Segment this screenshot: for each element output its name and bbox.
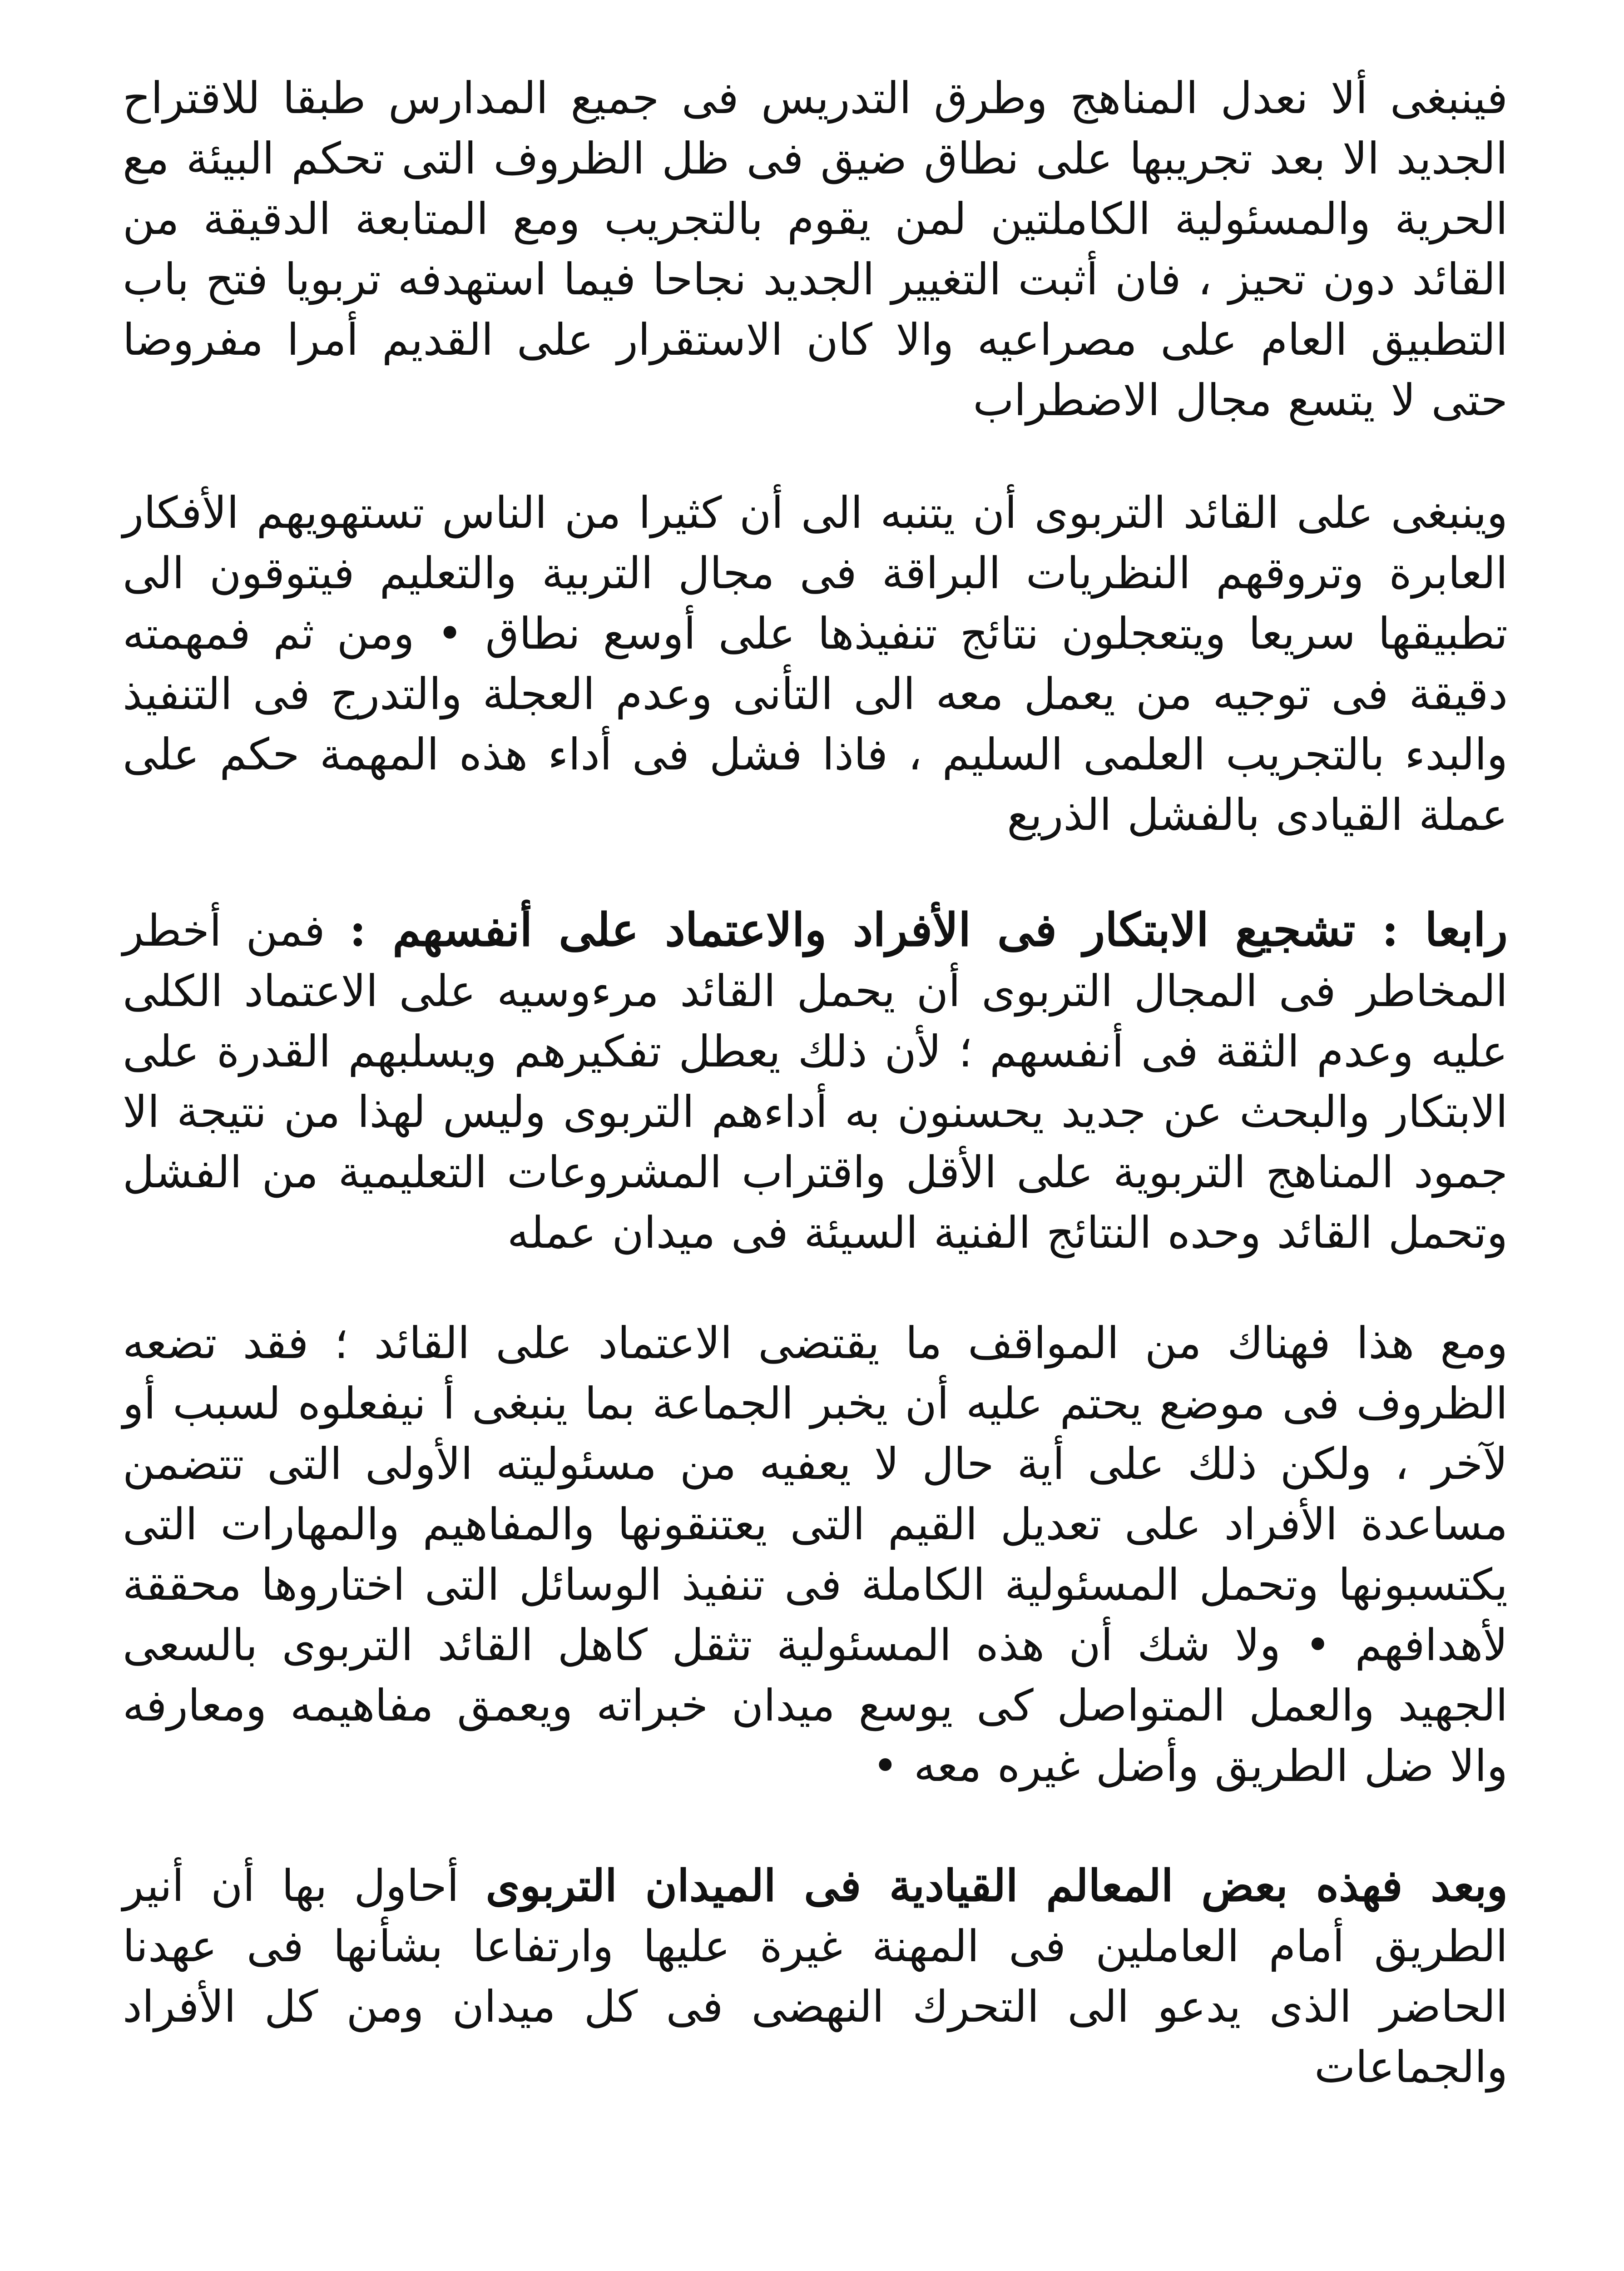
paragraph-2-text: وينبغى على القائد التربوى أن يتنبه الى أن كثيرا من الناس تستهويهم الأفكار العابرة وتروقهم النظريات البراقة فى مجال التربية والتعليم فيتوقون الى تطبيقها سريعا ويتعجلون نتائج تنفيذها على أوسع نطاق • ومن ثم فمهمته دقيقة فى توجيه من يعمل معه الى التأنى وعدم العجلة والتدرج فى التنفيذ والبدء بالتجريب العلمى السليم ، فاذا فشل فى أداء هذه المهمة حكم على عملة القيادى بالفشل الذريع xyxy=(123,487,1508,840)
paragraph-5 xyxy=(123,1855,1508,2097)
paragraph-4-text: ومع هذا فهناك من المواقف ما يقتضى الاعتماد على القائد ؛ فقد تضعه الظروف فى موضع يحتم عليه أن يخبر الجماعة بما ينبغى أ نيفعلوه لسبب أو لآخر ، ولكن ذلك على أية حال لا يعفيه من مسئوليته الأولى التى تتضمن مساعدة الأفراد على تعديل القيم التى يعتنقونها والمفاهيم والمهارات التى يكتسبونها وتحمل المسئولية الكاملة فى تنفيذ الوسائل التى اختاروها محققة لأهدافهم • ولا شك أن هذه المسئولية تثقل كاهل القائد التربوى بالسعى الجهيد والعمل المتواصل كى يوسع ميدان خبراته ويعمق مفاهيمه ومعارفه والا ضل الطريق وأضل غيره معه • xyxy=(123,1318,1508,1791)
paragraph-3 xyxy=(123,900,1508,1263)
paragraph-1-text: فينبغى ألا نعدل المناهج وطرق التدريس فى جميع المدارس طبقا للاقتراح الجديد الا بعد تجريبها على نطاق ضيق فى ظل الظروف التى تحكم البيئة مع الحرية والمسئولية الكاملتين لمن يقوم بالتجريب ومع المتابعة الدقيقة من القائد دون تحيز ، فان أثبت التغيير الجديد نجاحا فيما استهدفه تربويا فتح باب التطبيق العام على مصراعيه والا كان الاستقرار على القديم أمرا مفروضا حتى لا يتسع مجال الاضطراب xyxy=(123,73,1508,426)
closing-heading: وبعد فهذه بعض المعالم القيادية فى الميدان التربوى xyxy=(485,1860,1508,1911)
section-heading-4: رابعا : تشجيع الابتكار فى الأفراد والاعتماد على أنفسهم : xyxy=(349,903,1508,957)
paragraph-4 xyxy=(123,1313,1508,1796)
body-text xyxy=(123,68,1508,2097)
paragraph-5-text: أحاول بها أن أنير الطريق أمام العاملين فى المهنة غيرة عليها وارتفاعا بشأنها فى عهدنا الحاضر الذى يدعو الى التحرك النهضى فى كل ميدان ومن كل الأفراد والجماعات xyxy=(123,1860,1508,2092)
paragraph-2 xyxy=(123,483,1508,845)
paragraph-1 xyxy=(123,68,1508,431)
paragraph-3-text: فمن أخطر المخاطر فى المجال التربوى أن يحمل القائد مرءوسيه على الاعتماد الكلى عليه وعدم الثقة فى أنفسهم ؛ لأن ذلك يعطل تفكيرهم ويسلبهم القدرة على الابتكار والبحث عن جديد يحسنون به أداءهم التربوى وليس لهذا من نتيجة الا جمود المناهج التربوية على الأقل واقتراب المشروعات التعليمية من الفشل وتحمل القائد وحده النتائج الفنية السيئة فى ميدان عمله xyxy=(123,905,1508,1258)
